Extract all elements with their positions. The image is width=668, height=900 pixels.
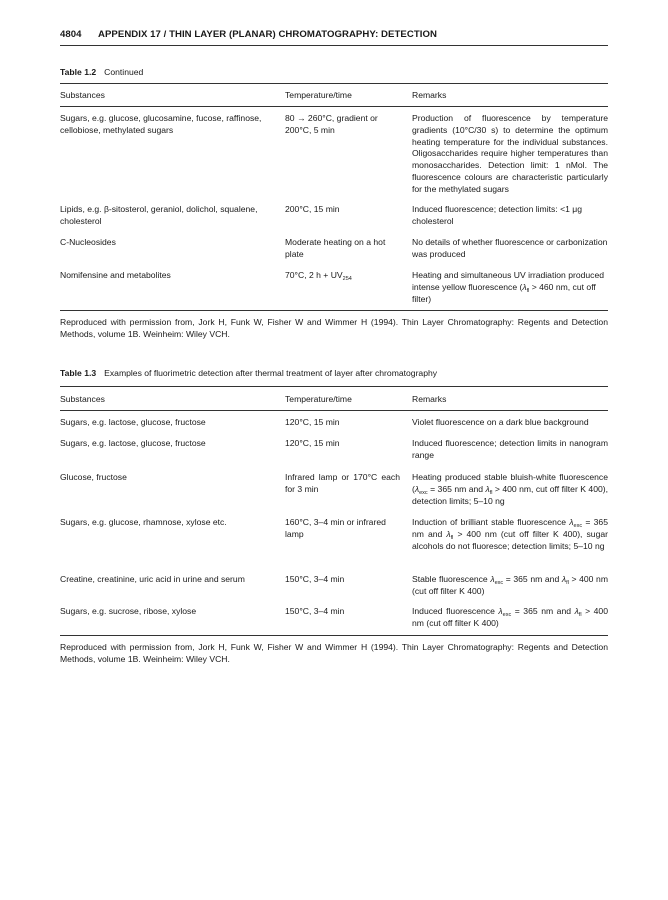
cell-remarks [412, 517, 608, 552]
table-top-rule [60, 386, 608, 387]
lambda-symbol: λ [446, 528, 451, 539]
cell-temperature: 200°C, 15 min [285, 204, 340, 214]
lambda-symbol: λ [522, 281, 527, 292]
cell-temperature: Infrared lamp or 170°C each for 3 min [285, 472, 400, 494]
table-label: Table 1.2 [60, 67, 97, 77]
column-header-remarks: Remarks [412, 90, 447, 100]
cell-temperature [285, 270, 400, 282]
fl-subscript: fl [450, 534, 454, 541]
remarks-text: Heating and simultaneous UV irradiation produced intense yellow fluorescence ( [412, 270, 605, 292]
column-header-temperature: Temperature/time [285, 90, 352, 100]
cell-temperature: 80 → 260°C, gradient or 200°C, 5 min [285, 113, 378, 135]
table-top-rule [60, 83, 608, 84]
cell-remarks: Induced fluorescence; detection limits in nanogram range [412, 438, 608, 460]
remarks-text: > 400 nm (cut off filter K 400) [412, 574, 608, 596]
remarks-text: = 365 nm and [427, 483, 486, 494]
cell-remarks: Violet fluorescence on a dark blue background [412, 417, 589, 427]
column-header-substances: Substances [60, 394, 105, 404]
cell-substances: Sugars, e.g. glucose, glucosamine, fucose, raffinose, cellobiose, methylated sugars [60, 113, 262, 135]
remarks-text: > 460 nm, cut off filter) [412, 281, 596, 304]
cell-temperature: 120°C, 15 min [285, 438, 340, 448]
running-header [60, 29, 608, 40]
table-footnote: Reproduced with permission from, Jork H, Funk W, Fisher W and Wimmer H (1994). Thin Layer Chromatography: Regents and Detection Methods, volume 1B. Weinheim: Wiley VCH. [60, 642, 608, 664]
cell-substances: C-Nucleosides [60, 237, 116, 247]
lambda-symbol: λ [561, 574, 567, 584]
cell-substances: Nomifensine and metabolites [60, 270, 171, 280]
fl-subscript: fl [578, 612, 582, 618]
cell-temperature: 160°C, 3–4 min or infrared lamp [285, 517, 386, 539]
remarks-text: > 400 nm (cut off filter K 400), sugar alcohols do not fluoresce; detection limits; 5–10 ng [412, 528, 608, 551]
remarks-text: > 400 nm (cut off filter K 400) [412, 606, 608, 628]
lambda-symbol: λ [569, 517, 574, 527]
lambda-symbol: λ [574, 606, 579, 616]
cell-remarks [412, 574, 608, 598]
cell-remarks: No details of whether fluorescence or carbonization was produced [412, 237, 608, 259]
cell-substances: Sugars, e.g. lactose, glucose, fructose [60, 417, 206, 427]
table-bottom-rule [60, 310, 608, 311]
lambda-symbol: λ [490, 574, 495, 584]
fl-subscript: fl [526, 287, 530, 294]
cell-remarks [412, 472, 608, 507]
table-title: Continued [104, 67, 144, 77]
column-header-substances: Substances [60, 90, 105, 100]
table-1-3-caption [60, 368, 437, 378]
remarks-text: Stable fluorescence [412, 574, 491, 584]
lambda-symbol: λ [485, 483, 490, 494]
cell-temperature: Moderate heating on a hot plate [285, 237, 386, 259]
cell-substances: Sugars, e.g. lactose, glucose, fructose [60, 438, 206, 448]
exc-subscript: exc [573, 523, 583, 529]
table-footnote: Reproduced with permission from, Jork H, Funk W, Fisher W and Wimmer H (1994). Thin Layer Chromatography: Regents and Detection Methods, volume 1B. Weinheim: Wiley VCH. [60, 317, 608, 339]
temperature-text: 70°C, 2 h + UV [285, 270, 343, 280]
fl-subscript: fl [566, 580, 569, 586]
header-rule [60, 45, 608, 46]
remarks-text: = 365 nm and [412, 517, 608, 539]
remarks-text: Heating produced stable bluish-white fluorescence ( [412, 472, 608, 494]
cell-substances: Sugars, e.g. sucrose, ribose, xylose [60, 606, 197, 616]
exc-subscript: exc [494, 580, 504, 586]
table-1-2-caption [60, 67, 143, 77]
lambda-symbol: λ [498, 606, 503, 616]
table-header-rule [60, 106, 608, 107]
table-bottom-rule [60, 635, 608, 636]
cell-temperature: 150°C, 3–4 min [285, 606, 345, 616]
table-header-rule [60, 410, 608, 411]
exc-subscript: exc [502, 612, 512, 618]
remarks-text: = 365 nm and [511, 606, 575, 616]
table-title: Examples of fluorimetric detection after thermal treatment of layer after chromatography [104, 368, 438, 378]
cell-remarks [412, 270, 608, 305]
remarks-text: Induced fluorescence [412, 606, 499, 616]
cell-substances: Creatine, creatinine, uric acid in urine and serum [60, 574, 245, 584]
column-header-temperature: Temperature/time [285, 394, 352, 404]
remarks-text: = 365 nm and [503, 574, 562, 584]
cell-substances: Glucose, fructose [60, 472, 127, 482]
cell-temperature: 150°C, 3–4 min [285, 574, 345, 584]
cell-temperature: 120°C, 15 min [285, 417, 340, 427]
uv-wavelength-subscript: 254 [342, 276, 352, 282]
running-title: APPENDIX 17 / THIN LAYER (PLANAR) CHROMATOGRAPHY: DETECTION [98, 29, 437, 40]
remarks-text: Induction of brilliant stable fluorescence [412, 517, 570, 527]
lambda-symbol: λ [414, 483, 420, 494]
table-label: Table 1.3 [60, 368, 97, 378]
cell-remarks: Production of fluorescence by temperature gradients (10°C/30 s) to determine the optimum heating temperature for the individual substances. Oligosaccharides require higher temperatures than monosaccharides. Detection limit: 1 nMol. The fluorescence colours are characteristic particularly for the methylated sugars [412, 113, 608, 194]
cell-substances: Lipids, e.g. β-sitosterol, geraniol, dolichol, squalene, cholesterol [60, 204, 258, 226]
remarks-text: > 400 nm, cut off filter K 400), detection limits; 5–10 ng [412, 483, 609, 506]
exc-subscript: exc [419, 489, 428, 496]
fl-subscript: fl [489, 489, 493, 496]
column-header-remarks: Remarks [412, 394, 447, 404]
page-number: 4804 [60, 29, 82, 40]
cell-substances: Sugars, e.g. glucose, rhamnose, xylose etc. [60, 517, 227, 527]
cell-remarks [412, 606, 608, 630]
cell-remarks: Induced fluorescence; detection limits: <1 μg cholesterol [412, 204, 582, 226]
